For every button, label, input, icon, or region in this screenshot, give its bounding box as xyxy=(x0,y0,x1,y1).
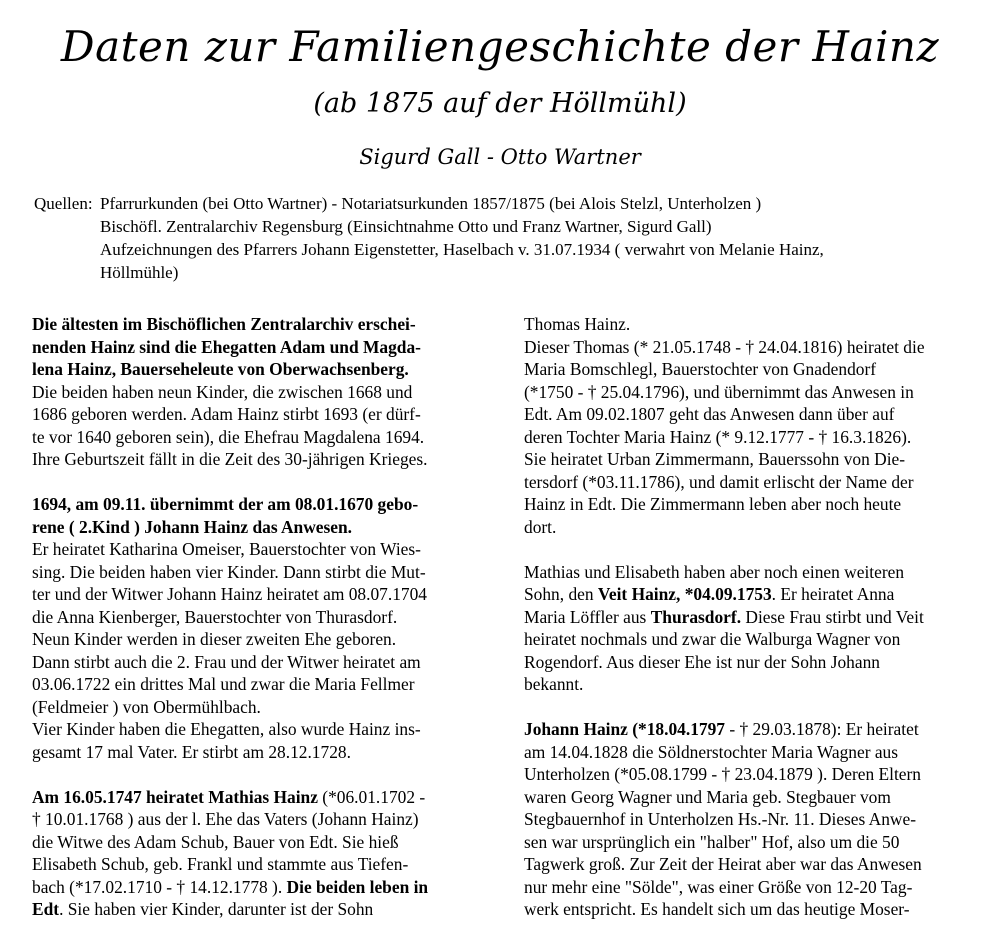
text-line xyxy=(524,606,986,629)
text-line xyxy=(32,651,494,674)
text-line xyxy=(524,471,986,494)
text-line xyxy=(32,853,494,876)
sources-row xyxy=(34,192,984,215)
body-text: - † 29.03.1878): Er heiratet xyxy=(725,719,919,739)
text-line xyxy=(32,426,494,449)
text-line xyxy=(32,606,494,629)
body-text: Dieser Thomas (* 21.05.1748 - † 24.04.1816) heiratet die xyxy=(524,336,925,357)
document-title: Daten zur Familiengeschichte der Hainz xyxy=(60,22,940,71)
body-text: Maria Bomschlegl, Bauerstochter von Gnadendorf xyxy=(524,359,877,379)
text-line xyxy=(524,403,986,426)
body-text: ter und der Witwer Johann Hainz heiratet am 08.07.1704 xyxy=(32,584,427,604)
body-text: . Er heiratet Anna xyxy=(771,584,895,604)
bold-text: Am 16.05.1747 heiratet Mathias Hainz xyxy=(32,786,318,807)
bold-text: lena Hainz, Bauerseheleute von Oberwachsenberg. xyxy=(32,359,409,379)
body-text: Er heiratet Katharina Omeiser, Bauerstochter von Wies- xyxy=(32,539,421,559)
text-line xyxy=(524,876,986,899)
text-line xyxy=(32,808,494,831)
body-text: 03.06.1722 ein drittes Mal und zwar die Maria Fellmer xyxy=(32,674,415,694)
bold-text: Johann Hainz (*18.04.1797 xyxy=(524,719,725,739)
body-text: Edt. Am 09.02.1807 geht das Anwesen dann über auf xyxy=(524,404,895,424)
body-text: bekannt. xyxy=(524,674,584,694)
body-text: tersdorf (*03.11.1786), und damit erlischt der Name der xyxy=(524,471,914,492)
body-text: Die beiden haben neun Kinder, die zwischen 1668 und xyxy=(32,381,413,402)
paragraph-gap xyxy=(524,696,986,719)
bold-text: rene ( 2.Kind ) Johann Hainz das Anwesen. xyxy=(32,516,353,537)
body-text: Hainz in Edt. Die Zimmermann leben aber noch heute xyxy=(524,494,902,514)
body-text: deren Tochter Maria Hainz (* 9.12.1777 - † 16.3.1826). xyxy=(524,426,912,447)
bold-text: Die ältesten im Bischöflichen Zentralarchiv erschei- xyxy=(32,314,416,334)
body-text: Neun Kinder werden in dieser zweiten Ehe geboren. xyxy=(32,629,397,649)
bold-text: Edt xyxy=(32,899,60,919)
paragraph-gap xyxy=(32,763,494,786)
text-line xyxy=(524,853,986,876)
text-line xyxy=(524,583,986,606)
body-text: heiratet nochmals und zwar die Walburga Wagner von xyxy=(524,629,901,649)
body-text: Thomas Hainz. xyxy=(524,314,631,334)
text-line xyxy=(32,673,494,696)
bold-text: Die beiden leben in xyxy=(286,876,429,897)
text-line xyxy=(524,786,986,809)
body-text: Sohn, den xyxy=(524,584,598,604)
body-text: Elisabeth Schub, geb. Frankl und stammte aus Tiefen- xyxy=(32,854,409,874)
sources-block xyxy=(34,192,984,284)
document-subtitle: (ab 1875 auf der Höllmühl) xyxy=(313,88,687,119)
sources-line: Bischöfl. Zentralarchiv Regensburg (Einsichtnahme Otto und Franz Wartner, Sigurd Gall) xyxy=(100,217,712,236)
body-text: te vor 1640 geboren sein), die Ehefrau Magdalena 1694. xyxy=(32,426,425,447)
text-line xyxy=(524,561,986,584)
text-line xyxy=(32,336,494,359)
sources-label: Quellen: xyxy=(34,194,93,213)
text-line xyxy=(32,381,494,404)
text-line xyxy=(32,831,494,854)
text-line xyxy=(524,718,986,741)
text-line xyxy=(524,831,986,854)
body-text: Vier Kinder haben die Ehegatten, also wurde Hainz ins- xyxy=(32,719,421,739)
text-line xyxy=(32,741,494,764)
text-line xyxy=(524,313,986,336)
body-text: Rogendorf. Aus dieser Ehe ist nur der Sohn Johann xyxy=(524,651,880,672)
body-text: Diese Frau stirbt und Veit xyxy=(741,606,924,627)
text-line xyxy=(32,696,494,719)
body-text: sen war ursprünglich ein "halber" Hof, also um die 50 xyxy=(524,831,900,852)
sources-line: Aufzeichnungen des Pfarrers Johann Eigenstetter, Haselbach v. 31.07.1934 ( verwahrt von Melanie Hainz, xyxy=(100,240,824,259)
body-text: gesamt 17 mal Vater. Er stirbt am 28.12.1728. xyxy=(32,741,351,762)
text-line xyxy=(32,493,494,516)
text-line xyxy=(32,403,494,426)
body-text: am 14.04.1828 die Söldnerstochter Maria Wagner aus xyxy=(524,741,899,762)
body-text: (*1750 - † 25.04.1796), und übernimmt das Anwesen in xyxy=(524,381,914,402)
paragraph-gap xyxy=(32,471,494,494)
text-line xyxy=(524,426,986,449)
body-text: Tagwerk groß. Zur Zeit der Heirat aber war das Anwesen xyxy=(524,854,922,874)
paragraph-gap xyxy=(524,538,986,561)
sources-line: Höllmühle) xyxy=(100,263,179,282)
bold-text: 1694, am 09.11. übernimmt der am 08.01.1670 gebo- xyxy=(32,494,419,514)
text-line xyxy=(524,448,986,471)
text-line xyxy=(524,741,986,764)
text-line xyxy=(32,448,494,471)
body-text: 1686 geboren werden. Adam Hainz stirbt 1693 (er dürf- xyxy=(32,404,421,424)
body-text: Maria Löffler aus xyxy=(524,606,651,627)
body-text: Ihre Geburtszeit fällt in die Zeit des 30-jährigen Krieges. xyxy=(32,449,428,469)
body-text: die Anna Kienberger, Bauerstochter von Thurasdorf. xyxy=(32,606,398,627)
text-line xyxy=(32,516,494,539)
body-text: (Feldmeier ) von Obermühlbach. xyxy=(32,696,261,717)
body-text: Sie heiratet Urban Zimmermann, Bauerssohn von Die- xyxy=(524,449,906,469)
text-column-left xyxy=(32,313,494,921)
text-line xyxy=(32,628,494,651)
body-text: sing. Die beiden haben vier Kinder. Dann stirbt die Mut- xyxy=(32,561,426,582)
bold-text: nenden Hainz sind die Ehegatten Adam und Magda- xyxy=(32,336,421,357)
body-text: Unterholzen (*05.08.1799 - † 23.04.1879 ). Deren Eltern xyxy=(524,764,921,784)
text-column-right xyxy=(524,313,986,921)
text-line xyxy=(524,898,986,921)
text-line xyxy=(32,561,494,584)
text-line xyxy=(524,651,986,674)
text-line xyxy=(524,673,986,696)
bold-text: Veit Hainz, *04.09.1753 xyxy=(597,584,772,604)
body-text: (*06.01.1702 - xyxy=(317,786,426,807)
text-line xyxy=(32,786,494,809)
text-line xyxy=(524,763,986,786)
text-line xyxy=(32,538,494,561)
body-text: bach (*17.02.1710 - † 14.12.1778 ). xyxy=(32,876,287,897)
text-line xyxy=(32,313,494,336)
text-line xyxy=(32,358,494,381)
text-line xyxy=(524,808,986,831)
sources-line: Pfarrurkunden (bei Otto Wartner) - Notariatsurkunden 1857/1875 (bei Alois Stelzl, Unterholzen ) xyxy=(100,194,762,213)
body-text: die Witwe des Adam Schub, Bauer von Edt. Sie hieß xyxy=(32,831,399,852)
text-line xyxy=(32,583,494,606)
text-line xyxy=(524,493,986,516)
text-line xyxy=(524,628,986,651)
body-text: waren Georg Wagner und Maria geb. Stegbauer vom xyxy=(524,786,891,807)
text-line xyxy=(32,876,494,899)
text-line xyxy=(32,898,494,921)
body-text: Mathias und Elisabeth haben aber noch einen weiteren xyxy=(524,561,905,582)
text-line xyxy=(524,358,986,381)
body-text: nur mehr eine "Sölde", was einer Größe von 12-20 Tag- xyxy=(524,876,913,897)
body-text: . Sie haben vier Kinder, darunter ist der Sohn xyxy=(59,899,374,919)
text-line xyxy=(524,381,986,404)
bold-text: Thurasdorf. xyxy=(650,606,742,627)
body-text: Stegbauernhof in Unterholzen Hs.-Nr. 11. Dieses Anwe- xyxy=(524,809,917,829)
body-text: † 10.01.1768 ) aus der l. Ehe das Vaters (Johann Hainz) xyxy=(32,809,419,829)
body-text: dort. xyxy=(524,516,557,537)
body-text: werk entspricht. Es handelt sich um das heutige Moser- xyxy=(524,899,910,919)
text-line xyxy=(524,516,986,539)
text-line xyxy=(32,718,494,741)
text-line xyxy=(524,336,986,359)
body-text: Dann stirbt auch die 2. Frau und der Witwer heiratet am xyxy=(32,651,421,672)
document-authors: Sigurd Gall - Otto Wartner xyxy=(359,145,641,169)
